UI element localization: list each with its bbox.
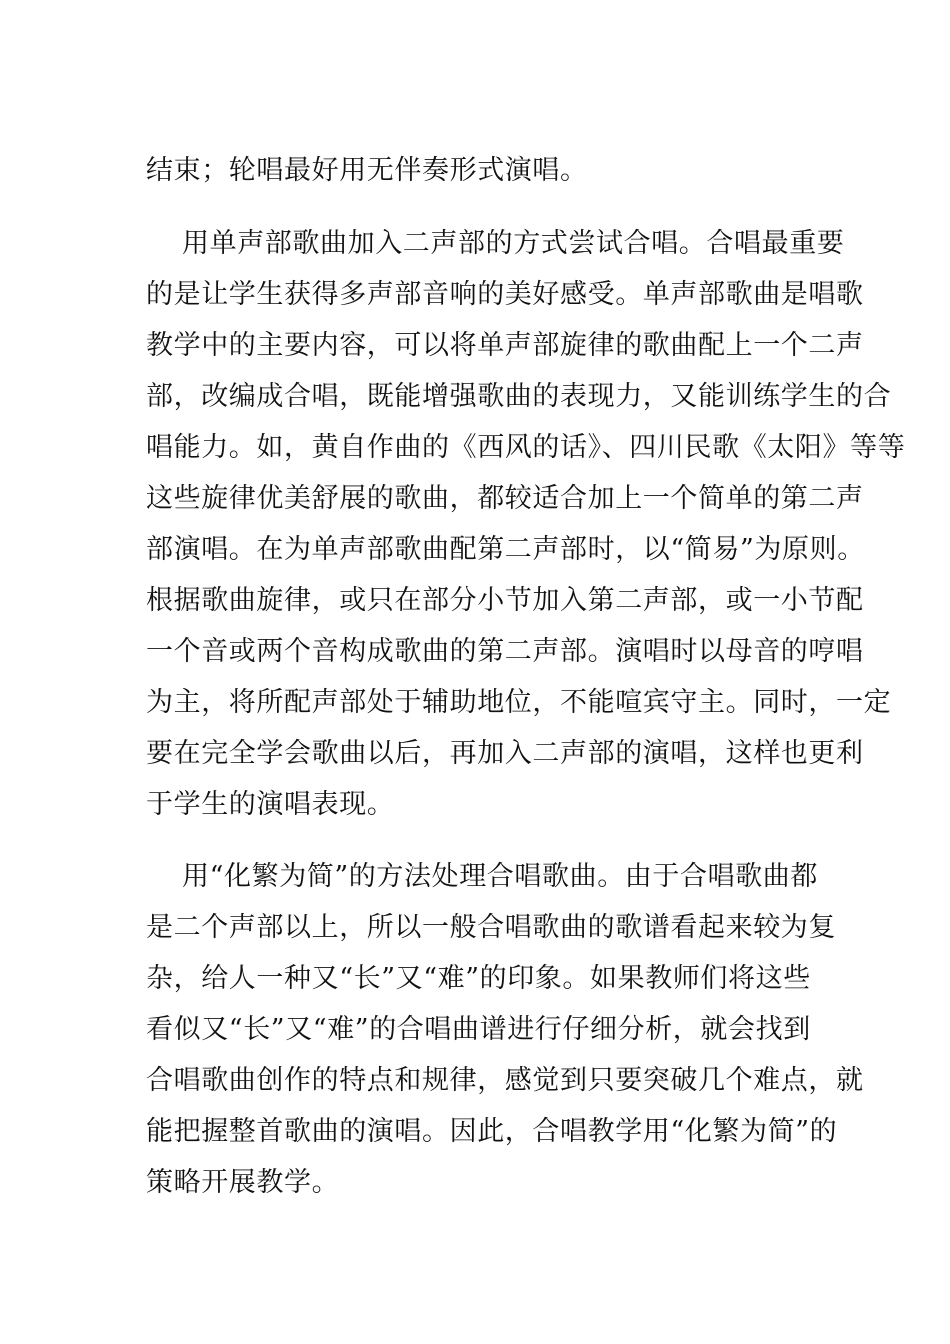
paragraph-line: 是二个声部以上，所以一般合唱歌曲的歌谱看起来较为复 [146, 912, 836, 943]
paragraph-line: 用“化繁为简”的方法处理合唱歌曲。由于合唱歌曲都 [182, 861, 819, 892]
paragraph-line: 根据歌曲旋律，或只在部分小节加入第二声部，或一小节配 [146, 585, 864, 616]
paragraph-line: 合唱歌曲创作的特点和规律，感觉到只要突破几个难点，就 [146, 1065, 864, 1096]
paragraph-line: 部演唱。在为单声部歌曲配第二声部时，以“简易”为原则。 [146, 534, 865, 565]
paragraph-line: 一个音或两个音构成歌曲的第二声部。演唱时以母音的哼唱 [146, 636, 864, 667]
paragraph-line: 要在完全学会歌曲以后，再加入二声部的演唱，这样也更利 [146, 738, 864, 769]
paragraph-line: 为主，将所配声部处于辅助地位，不能喧宾守主。同时，一定 [146, 687, 892, 718]
paragraph-line: 部，改编成合唱，既能增强歌曲的表现力，又能训练学生的合 [146, 381, 892, 412]
paragraph-line: 杂，给人一种又“长”又“难”的印象。如果教师们将这些 [146, 963, 811, 994]
paragraph-line: 于学生的演唱表现。 [146, 789, 395, 820]
paragraph-line: 用单声部歌曲加入二声部的方式尝试合唱。合唱最重要 [182, 228, 845, 259]
paragraph-line: 的是让学生获得多声部音响的美好感受。单声部歌曲是唱歌 [146, 279, 864, 310]
paragraph-line: 唱能力。如，黄自作曲的《西风的话》、四川民歌《太阳》等等 [146, 432, 906, 463]
paragraph-line: 策略开展教学。 [146, 1167, 340, 1198]
paragraph-line: 教学中的主要内容，可以将单声部旋律的歌曲配上一个二声 [146, 330, 864, 361]
paragraph-line: 这些旋律优美舒展的歌曲，都较适合加上一个简单的第二声 [146, 483, 864, 514]
paragraph-line: 能把握整首歌曲的演唱。因此，合唱教学用“化繁为简”的 [146, 1116, 838, 1147]
paragraph-line: 看似又“长”又“难”的合唱曲谱进行仔细分析，就会找到 [146, 1014, 811, 1045]
paragraph-line: 结束；轮唱最好用无伴奏形式演唱。 [146, 155, 588, 186]
